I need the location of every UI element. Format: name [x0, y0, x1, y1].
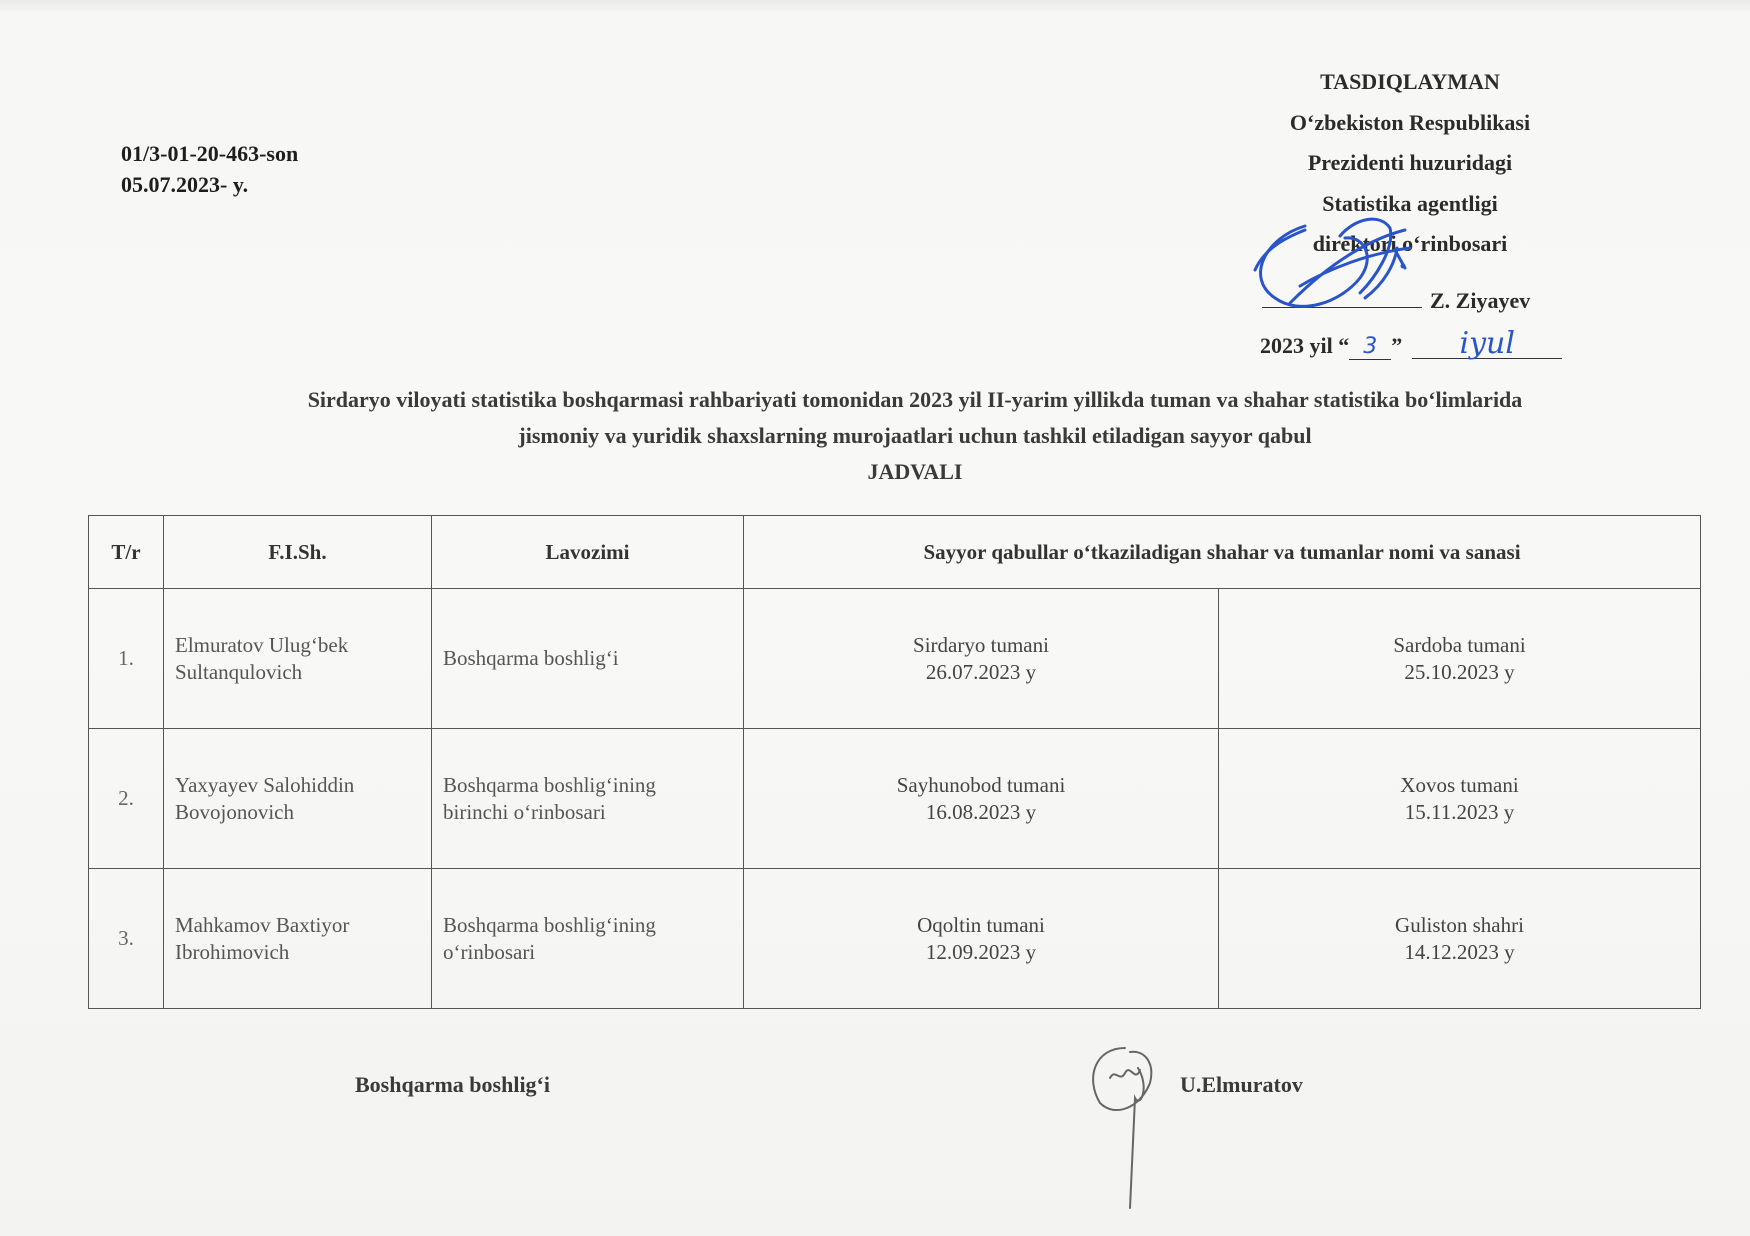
- row-position: [432, 589, 744, 729]
- heading-line-2: jismoniy va yuridik shaxslarning murojaatlari uchun tashkil etiladigan sayyor qabul: [518, 423, 1312, 448]
- row-number: 3.: [89, 869, 164, 1009]
- approval-line-5: direktori o‘rinbosari: [1312, 231, 1508, 256]
- table-header-row: [89, 516, 1701, 589]
- location-date: 26.07.2023 y: [925, 659, 1037, 684]
- position-line: birinchi o‘rinbosari: [443, 799, 606, 824]
- position-line: Boshqarma boshlig‘ining: [443, 772, 656, 797]
- row-position: [432, 869, 744, 1009]
- name-line: Sultanqulovich: [175, 659, 303, 684]
- location-date: 14.12.2023 y: [1404, 939, 1515, 964]
- location-date: 15.11.2023 y: [1404, 799, 1515, 824]
- location-place: Sardoba tumani: [1393, 632, 1526, 657]
- name-line: Bovojonovich: [175, 799, 294, 824]
- row-location-2: [1219, 729, 1701, 869]
- quote-close: ”: [1391, 333, 1403, 358]
- approval-signer: Z. Ziyayev: [1430, 288, 1531, 313]
- name-line: Ibrohimovich: [175, 939, 290, 964]
- approval-line-4: Statistika agentligi: [1322, 190, 1498, 216]
- row-number: 2.: [89, 729, 164, 869]
- schedule-table: [88, 515, 1701, 1009]
- location-date: 12.09.2023 y: [925, 939, 1037, 964]
- header-num: T/r: [89, 516, 164, 589]
- approval-date-line: [1260, 326, 1562, 361]
- header-locations: Sayyor qabullar o‘tkaziladigan shahar va tumanlar nomi va sanasi: [744, 516, 1701, 589]
- approval-line-3: Prezidenti huzuridagi: [1307, 150, 1513, 175]
- heading-line-1: Sirdaryo viloyati statistika boshqarmasi rahbariyati tomonidan 2023 yil II-yarim yillikda tuman va shahar statistika bo‘limlarida: [307, 387, 1523, 412]
- row-name: [164, 589, 432, 729]
- approval-year: 2023 yil: [1260, 333, 1333, 358]
- approval-signature-icon: [1245, 208, 1435, 333]
- approval-line-1: TASDIQLAYMAN: [1320, 69, 1500, 94]
- location-place: Oqoltin tumani: [917, 912, 1045, 937]
- location-place: Sirdaryo tumani: [913, 632, 1049, 657]
- name-line: Elmuratov Ulug‘bek: [175, 632, 349, 657]
- row-location-1: [744, 869, 1219, 1009]
- name-line: Mahkamov Baxtiyor: [175, 912, 350, 937]
- row-location-1: [744, 729, 1219, 869]
- quote-open: “: [1338, 333, 1350, 358]
- row-location-1: [744, 589, 1219, 729]
- header-position: Lavozimi: [432, 516, 744, 589]
- document-reference: [121, 138, 298, 200]
- location-place: Sayhunobod tumani: [896, 772, 1066, 797]
- position-line: Boshqarma boshlig‘ining: [443, 912, 656, 937]
- row-number: 1.: [89, 589, 164, 729]
- row-name: [164, 869, 432, 1009]
- heading-title: JADVALI: [867, 459, 963, 484]
- document-number: 01/3-01-20-463-son: [121, 141, 299, 166]
- footer-position: Boshqarma boshlig‘i: [355, 1072, 550, 1097]
- table-row: [89, 869, 1701, 1009]
- approval-line-2: O‘zbekiston Respublikasi: [1289, 109, 1531, 135]
- document-date: 05.07.2023- y.: [121, 172, 249, 197]
- document-heading: [120, 382, 1710, 490]
- table-row: [89, 729, 1701, 869]
- footer-signature-icon: [1080, 1038, 1170, 1210]
- row-location-2: [1219, 869, 1701, 1009]
- row-position: [432, 729, 744, 869]
- table-row: [89, 589, 1701, 729]
- location-place: Guliston shahri: [1395, 912, 1524, 937]
- row-location-2: [1219, 589, 1701, 729]
- position-line: o‘rinbosari: [443, 939, 536, 964]
- header-name: F.I.Sh.: [164, 516, 432, 589]
- approval-day: 3: [1349, 334, 1391, 360]
- row-name: [164, 729, 432, 869]
- position-line: Boshqarma boshlig‘i: [443, 646, 619, 670]
- name-line: Yaxyayev Salohiddin: [175, 772, 355, 797]
- location-date: 16.08.2023 y: [925, 799, 1037, 824]
- approval-month: iyul: [1412, 330, 1562, 359]
- location-place: Xovos tumani: [1400, 772, 1519, 797]
- footer-name: U.Elmuratov: [1180, 1072, 1303, 1097]
- location-date: 25.10.2023 y: [1404, 659, 1515, 684]
